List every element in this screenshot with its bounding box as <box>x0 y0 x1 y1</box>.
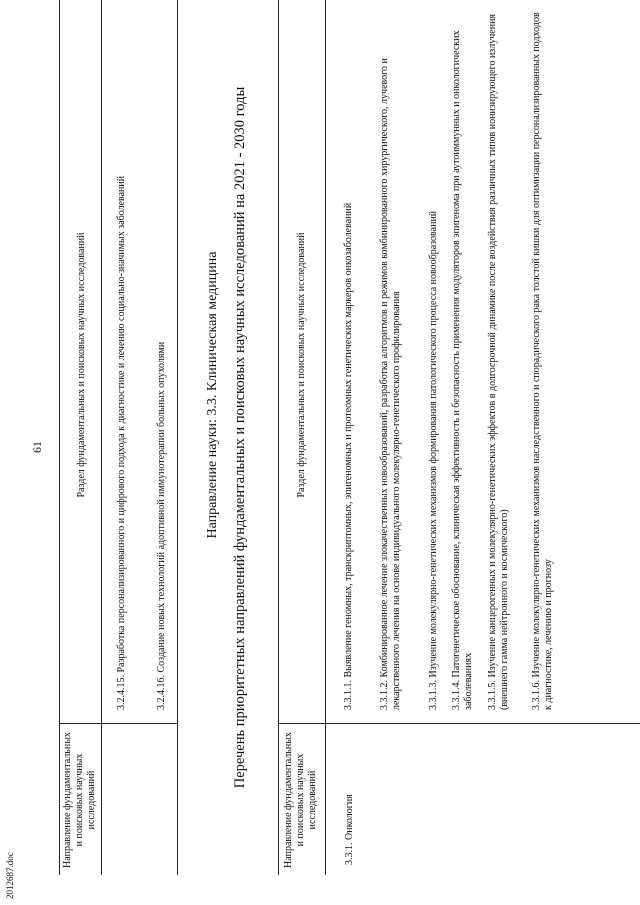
top-table-col-divider <box>59 723 177 724</box>
bottom-table-border-top <box>278 0 279 875</box>
top-table-row-1: 3.2.4.15. Разработка персонализированного и цифрового подхода к диагностике и лечению социально-значимых заболеваний <box>116 175 127 710</box>
bottom-table-col1-header: Направление фундаментальных и поисковых научных исследований <box>283 732 318 868</box>
bottom-table-direction: 3.3.1. Онкология <box>344 794 355 865</box>
top-table-col1-header: Направление фундаментальных и поисковых научных исследований <box>62 732 97 868</box>
bottom-table-row-1: 3.3.1.1. Выявление геномных, транскриптомных, эпигеномных и протеомных генетических маркеров онкозаболеваний <box>343 202 354 710</box>
top-table-header-rule <box>101 0 102 875</box>
bottom-table-header-rule <box>325 0 326 875</box>
bottom-table-col-divider <box>278 723 640 724</box>
top-table-row-2: 3.2.4.16. Создание новых технологий адоптивной иммунотерапии больных опухолями <box>156 341 167 710</box>
bottom-table-row-4: 3.3.1.4. Патогенетическое обоснование, клиническая эффективность и безопасность применения модуляторов эпигенома при аутоиммунных и онкологических заболеваниях <box>451 30 474 710</box>
page-number: 61 <box>30 441 44 453</box>
top-table-border-top <box>59 0 60 875</box>
list-title: Перечень приоритетных направлений фундаментальных и поисковых научных исследований на 2021 - 2030 годы <box>232 86 248 789</box>
section-heading: Направление науки: 3.3. Клиническая медицина <box>205 251 220 539</box>
bottom-table-col2-header: Раздел фундаментальных и поисковых научных исследований <box>296 232 307 498</box>
footer-code: 2012687.doc <box>5 852 15 899</box>
top-table-col2-header: Раздел фундаментальных и поисковых научных исследований <box>76 232 87 498</box>
bottom-table-row-5: 3.3.1.5. Изучение канцерогенных и молекулярно-генетических эффектов в долгосрочной динамике после воздействия различных типов ионизирующего излучения (внешнего гамма нейтронного и космического) <box>487 13 510 710</box>
top-table-border-bottom <box>177 0 178 875</box>
bottom-table-row-3: 3.3.1.3. Изучение молекулярно-генетических механизмов формирования патологического процесса новообразований <box>428 210 439 710</box>
bottom-table-row-2: 3.3.1.2. Комбинированное лечение злокачественных новообразований, разработка алгоритмов и режимов комбинированного хирургического, лучевого и лекарственного лечения на основе индивидуального молекулярно-генетического профилирования <box>379 58 402 710</box>
bottom-table-row-6: 3.3.1.6. Изучение молекулярно-генетических механизмов наследственного и спорадического рака толстой кишки для оптимизации персонализированных подходов к диагностике, лечению и прогнозу <box>531 12 554 710</box>
